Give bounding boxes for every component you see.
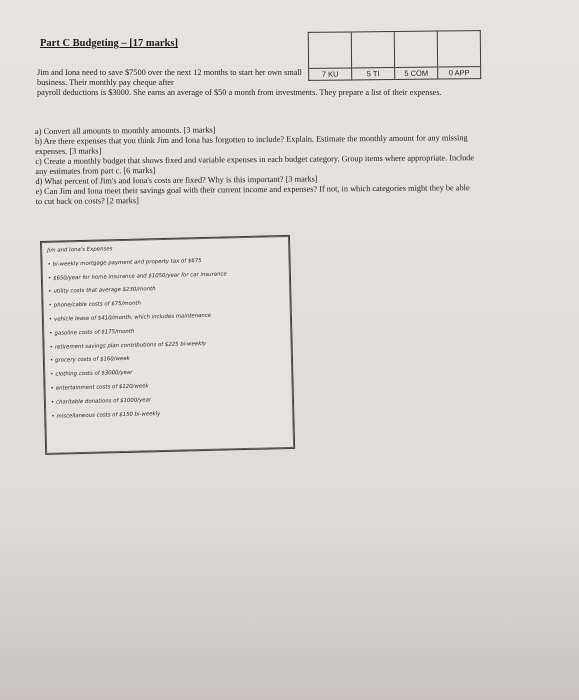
expense-text: grocery costs of $160/week — [55, 356, 130, 365]
marks-label-app: 0 APP — [438, 66, 480, 78]
expense-text: phone/cable costs of $75/month — [53, 300, 141, 309]
marks-breakdown-table — [308, 30, 482, 81]
bullet-icon: • — [48, 316, 53, 323]
bullet-icon: • — [48, 289, 52, 296]
question-d: d) What percent of Jim's and Iona's costs are fixed? Why is this important? [3 marks] — [35, 174, 318, 186]
marks-cell-app — [437, 31, 481, 79]
expense-text: clothing costs of $3000/year — [55, 369, 133, 378]
bullet-icon: • — [47, 261, 51, 268]
expenses-list — [47, 239, 291, 424]
question-b: b) Are there expenses that you think Jim and Iona has forgotten to include? Explain. Estimate the monthly amount for any missing expenses. [3 marks] — [35, 133, 468, 156]
bullet-icon: • — [50, 371, 54, 378]
question-e: e) Can Jim and Iona meet their savings goal with their current income and expenses? If not, in which categories might they be able to cut back on costs? [2 marks] — [35, 183, 470, 206]
expense-text: vehicle lease of $410/month, which includes maintenance — [54, 312, 212, 323]
intro-paragraph-1: Jim and Iona need to save $7500 over the next 12 months to start her own small business. Their monthly pay cheque after — [37, 68, 302, 87]
intro-paragraph-2: payroll deductions is $3000. She earns an average of $50 a month from investments. They prepare a list of their expenses. — [37, 88, 442, 97]
bullet-icon: • — [49, 344, 53, 351]
expense-text: utility costs that average $230/month — [53, 286, 156, 296]
expense-text: charitable donations of $1000/year — [56, 397, 152, 406]
expense-text: $650/year for home insurance and $1050/year for car insurance — [53, 271, 227, 282]
expenses-box — [40, 235, 295, 455]
bullet-icon: • — [49, 358, 54, 365]
marks-cell-com — [394, 31, 438, 79]
bullet-icon: • — [49, 330, 53, 337]
expense-text: miscellaneous costs of $150 bi-weekly — [56, 410, 161, 420]
bullet-icon: • — [47, 275, 52, 282]
expense-text: retirement savings plan contributions of $225 bi-weekly — [54, 340, 207, 351]
bullet-icon: • — [48, 302, 52, 309]
marks-label-com: 5 COM — [395, 67, 437, 79]
bullet-icon: • — [50, 399, 55, 406]
expense-text: gasoline costs of $175/month — [54, 328, 135, 337]
expense-text: entertainment costs of $120/week — [55, 383, 149, 392]
expense-text: bi-weekly mortgage payment and property tax of $675 — [52, 257, 202, 268]
section-title: Part C Budgeting – [17 marks] — [40, 38, 178, 49]
expenses-heading: Jim and Iona's Expenses — [47, 246, 113, 254]
question-list — [35, 123, 476, 207]
bullet-icon: • — [51, 413, 55, 420]
question-c: c) Create a monthly budget that shows fixed and variable expenses in each budget category. Group items where appropriate. Include any estimates from part c. [6 marks] — [35, 153, 475, 176]
marks-label-ku: 7 KU — [309, 67, 351, 79]
marks-cell-ti — [351, 32, 395, 80]
marks-cell-ku — [308, 32, 352, 80]
question-a: a) Convert all amounts to monthly amounts. [3 marks] — [35, 125, 216, 136]
bullet-icon: • — [50, 385, 54, 392]
marks-label-ti: 5 TI — [352, 67, 394, 79]
page-shadow — [0, 520, 579, 700]
